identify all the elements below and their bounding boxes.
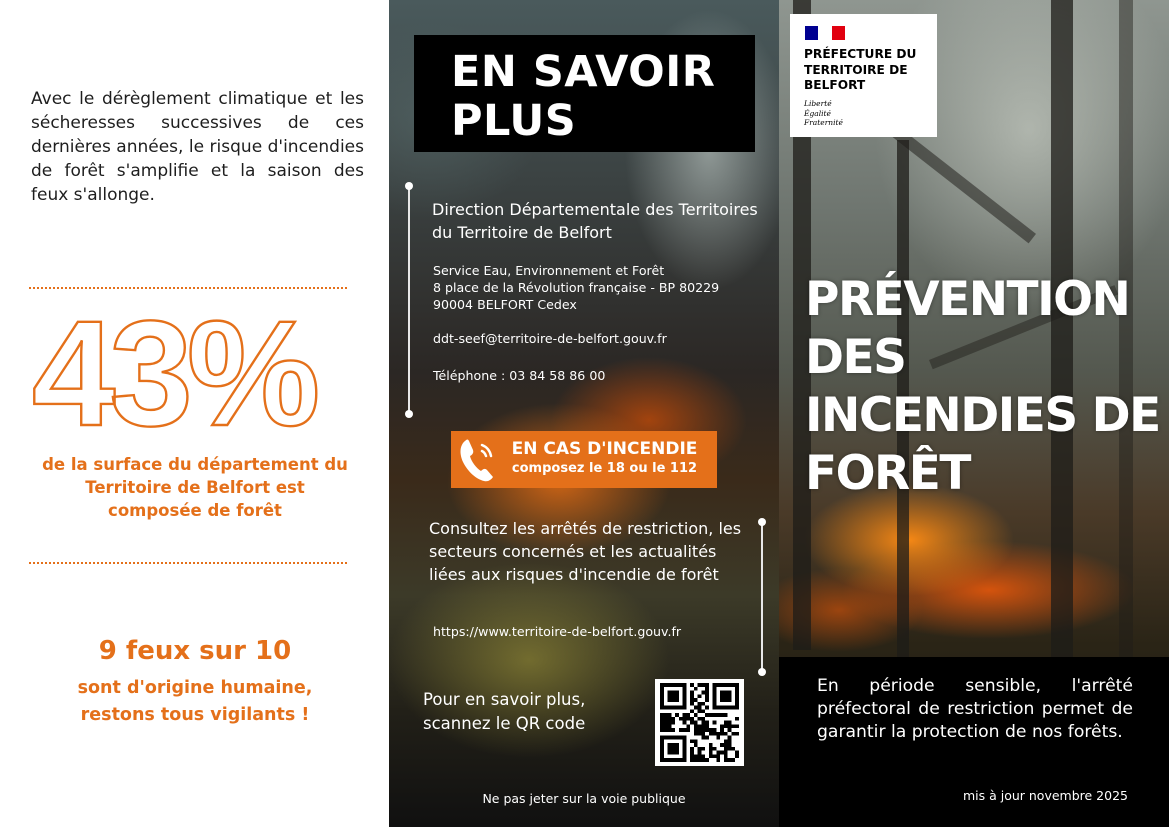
svg-text:43%: 43%: [32, 300, 315, 450]
marianne-logo-icon: [805, 26, 845, 40]
rule-dot: [405, 182, 413, 190]
motto-egalite: Égalité: [804, 108, 831, 118]
qr-code-icon[interactable]: [655, 679, 744, 766]
qr-instructions: Pour en savoir plus, scannez le QR code: [423, 690, 586, 733]
vertical-rule-right: [761, 522, 763, 672]
phone-icon: [457, 437, 499, 483]
intro-text: Avec le dérèglement climatique et les sécheresses successives de ces dernières années, le risque d'incendies de forêt s'amplifie et la saison des feux s'allonge.: [31, 89, 364, 205]
vertical-rule-left: [408, 186, 410, 414]
dotted-divider-top: [29, 287, 347, 289]
update-note: mis à jour novembre 2025: [962, 788, 1128, 803]
info-box: [779, 657, 1169, 827]
footer-note: Ne pas jeter sur la voie publique: [482, 791, 686, 806]
phone-number: Téléphone : 03 84 58 86 00: [433, 368, 606, 383]
fires-subtitle: sont d'origine humaine, restons tous vigilants !: [77, 678, 313, 725]
address-city: 90004 BELFORT Cedex: [433, 297, 577, 312]
rule-dot: [758, 668, 766, 676]
rule-dot: [758, 518, 766, 526]
organization-name: Direction Départementale des Territoires du Territoire de Belfort: [432, 200, 758, 242]
email-link[interactable]: ddt-seef@territoire-de-belfort.gouv.fr: [433, 331, 667, 346]
right-panel: [779, 0, 1169, 827]
qr-code-graphic: [659, 683, 740, 762]
emergency-banner: [451, 431, 717, 488]
period-text: En période sensible, l'arrêté préfectoral de restriction permet de garantir la protection de nos forêts.: [817, 676, 1133, 742]
stat-percentage: [30, 300, 360, 450]
consult-text: Consultez les arrêtés de restriction, les secteurs concernés et les actualités liées aux risques d'incendie de forêt: [429, 519, 742, 584]
postal-address: [433, 262, 763, 313]
motto-fraternite: Fraternité: [804, 118, 843, 127]
address-line: 8 place de la Révolution française - BP 80229: [433, 280, 720, 295]
prefecture-logo: [790, 14, 937, 137]
website-link[interactable]: https://www.territoire-de-belfort.gouv.fr: [433, 624, 682, 639]
service-name: Service Eau, Environnement et Forêt: [433, 263, 665, 278]
prefecture-name: PRÉFECTURE DU TERRITOIRE DE BELFORT: [804, 47, 917, 92]
republic-motto: [804, 99, 843, 128]
emergency-title: EN CAS D'INCENDIE: [511, 439, 698, 459]
stat-caption: de la surface du département du Territoire de Belfort est composée de forêt: [42, 455, 348, 520]
rule-dot: [405, 410, 413, 418]
motto-liberte: Liberté: [804, 99, 832, 108]
middle-panel: [389, 0, 779, 827]
section-title: EN SAVOIR PLUS: [451, 47, 716, 146]
dotted-divider-bottom: [29, 562, 347, 564]
left-panel: [0, 0, 389, 827]
title-box: [414, 35, 755, 152]
emergency-numbers: composez le 18 ou le 112: [511, 461, 698, 476]
fires-title: 9 feux sur 10: [98, 636, 292, 666]
main-title: PRÉVENTION DES INCENDIES DE FORÊT: [805, 272, 1160, 501]
